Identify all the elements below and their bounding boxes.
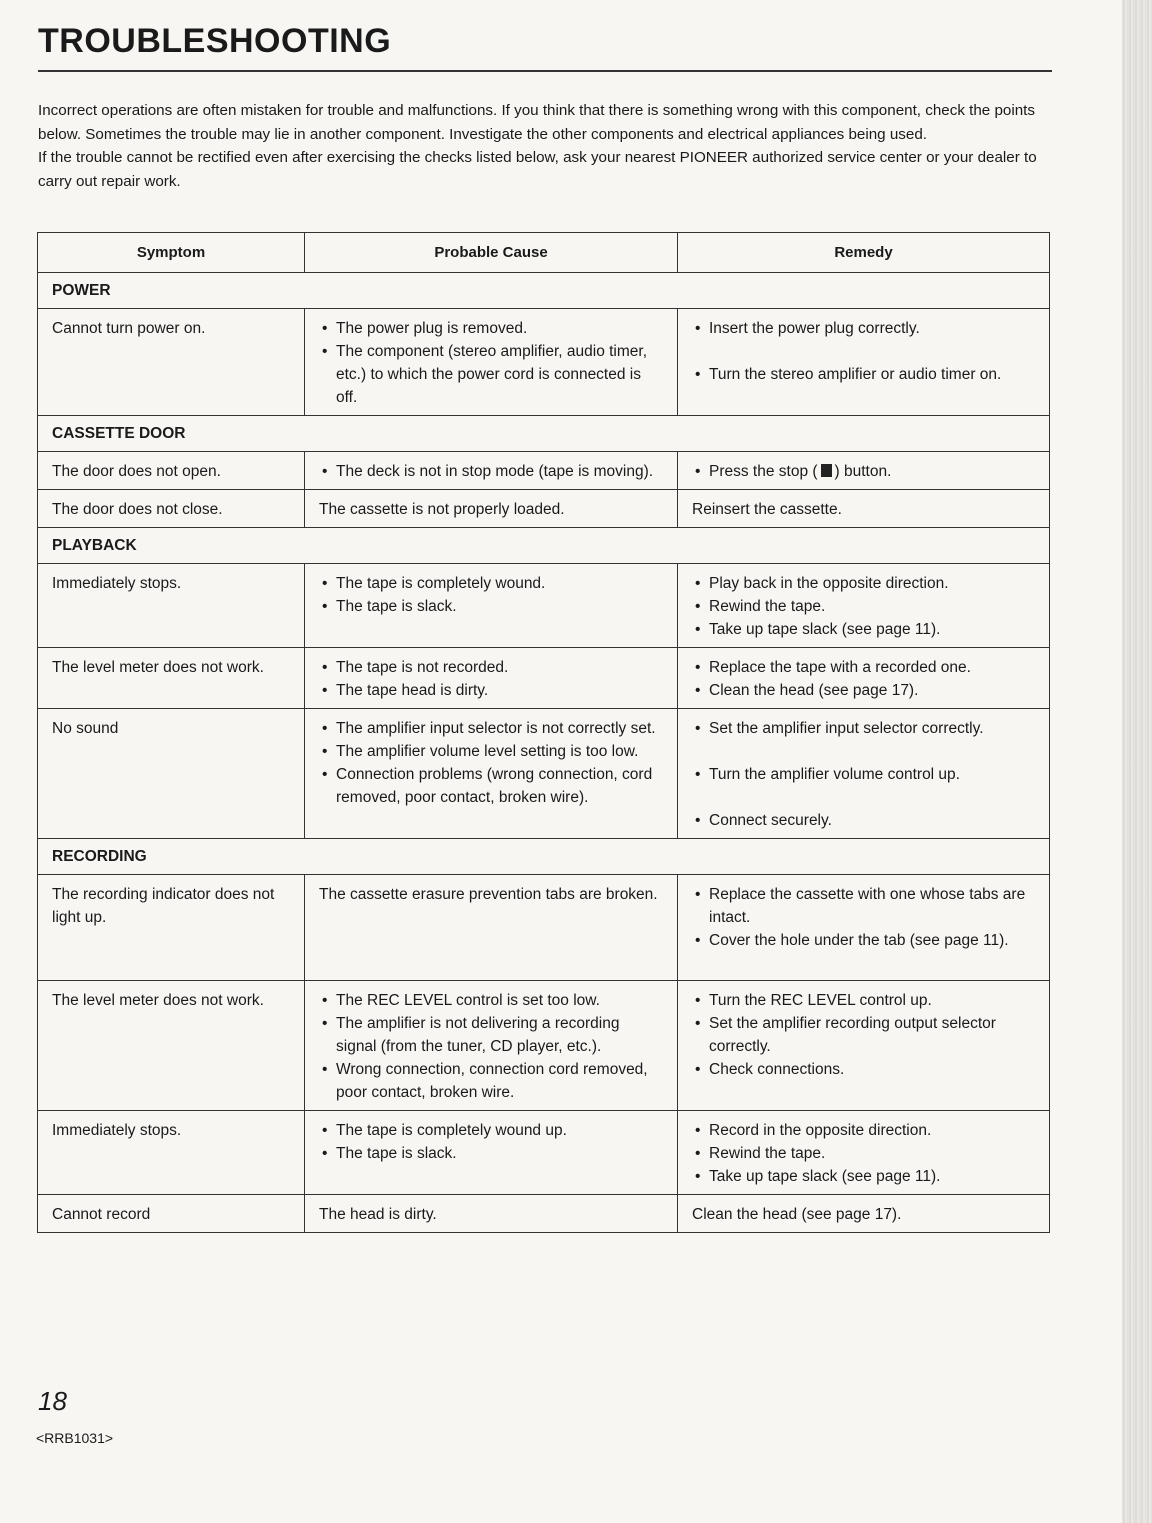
symptom-cell: The level meter does not work.: [38, 648, 305, 709]
remedy-item: • Take up tape slack (see page 11).: [692, 1165, 1035, 1188]
remedy-cell: [678, 981, 1050, 1111]
remedy-item: • Replace the cassette with one whose tabs are intact.: [692, 883, 1035, 929]
cause-item: • The power plug is removed.: [319, 317, 663, 340]
section-row-power: [38, 273, 1050, 309]
cause-cell: The cassette erasure prevention tabs are broken.: [305, 875, 678, 981]
table-row: [38, 709, 1050, 839]
remedy-item: • Replace the tape with a recorded one.: [692, 656, 1035, 679]
cause-item: • The amplifier volume level setting is too low.: [319, 740, 663, 763]
remedy-item: • Rewind the tape.: [692, 1142, 1035, 1165]
cause-cell: [305, 309, 678, 416]
cause-cell: [305, 1111, 678, 1195]
remedy-item: • Insert the power plug correctly.: [692, 317, 1035, 340]
cause-item: • The amplifier is not delivering a recording signal (from the tuner, CD player, etc.).: [319, 1012, 663, 1058]
section-row-playback: [38, 528, 1050, 564]
symptom-cell: Immediately stops.: [38, 564, 305, 648]
section-row-recording: [38, 839, 1050, 875]
remedy-item: • Turn the stereo amplifier or audio timer on.: [692, 363, 1035, 386]
page-edge-scan: [1122, 0, 1152, 1523]
remedy-item: • Check connections.: [692, 1058, 1035, 1081]
cause-item: • The tape head is dirty.: [319, 679, 663, 702]
remedy-cell: [678, 648, 1050, 709]
table-row: [38, 981, 1050, 1111]
remedy-cell: [678, 709, 1050, 839]
remedy-item: • Set the amplifier recording output selector correctly.: [692, 1012, 1035, 1058]
table-row: [38, 648, 1050, 709]
symptom-cell: The door does not close.: [38, 490, 305, 528]
cause-cell: [305, 564, 678, 648]
stop-icon: [821, 464, 832, 477]
page-number: 18: [38, 1386, 67, 1416]
cause-cell: [305, 709, 678, 839]
cause-item: • The deck is not in stop mode (tape is moving).: [319, 460, 663, 483]
remedy-text-prefix: Press the stop (: [709, 463, 818, 480]
section-title: CASSETTE DOOR: [38, 416, 1050, 452]
cause-item: • The tape is slack.: [319, 1142, 663, 1165]
cause-item: • The tape is not recorded.: [319, 656, 663, 679]
remedy-text-suffix: ) button.: [834, 463, 892, 480]
remedy-item: • Cover the hole under the tab (see page 11).: [692, 929, 1035, 952]
symptom-cell: Cannot record: [38, 1195, 305, 1233]
remedy-cell: Clean the head (see page 17).: [678, 1195, 1050, 1233]
cause-cell: The head is dirty.: [305, 1195, 678, 1233]
cause-cell: [305, 452, 678, 490]
symptom-cell: Immediately stops.: [38, 1111, 305, 1195]
remedy-cell: [678, 564, 1050, 648]
remedy-item: • Take up tape slack (see page 11).: [692, 618, 1035, 641]
remedy-cell: [678, 1111, 1050, 1195]
cause-item: • The tape is slack.: [319, 595, 663, 618]
remedy-cell: [678, 452, 1050, 490]
cause-item: • The component (stereo amplifier, audio timer, etc.) to which the power cord is connected is off.: [319, 340, 663, 409]
section-title: RECORDING: [38, 839, 1050, 875]
section-title: PLAYBACK: [38, 528, 1050, 564]
remedy-item: • Rewind the tape.: [692, 595, 1035, 618]
table-row: [38, 875, 1050, 981]
table-header-row: [38, 233, 1050, 273]
remedy-item: • Connect securely.: [692, 809, 1035, 832]
troubleshooting-table: [37, 232, 1050, 1233]
cause-cell: [305, 981, 678, 1111]
intro-paragraph-1: Incorrect operations are often mistaken for trouble and malfunctions. If you think that there is something wrong with this component, check the points below. Sometimes the trouble may lie in another component. Investigate the other components and electrical appliances being used.: [38, 102, 1035, 143]
remedy-item: • Clean the head (see page 17).: [692, 679, 1035, 702]
remedy-cell: [678, 875, 1050, 981]
symptom-cell: The level meter does not work.: [38, 981, 305, 1111]
cause-item: • The tape is completely wound up.: [319, 1119, 663, 1142]
symptom-cell: The door does not open.: [38, 452, 305, 490]
cause-item: • Wrong connection, connection cord removed, poor contact, broken wire.: [319, 1058, 663, 1104]
header-symptom: Symptom: [38, 233, 305, 273]
header-remedy: Remedy: [678, 233, 1050, 273]
remedy-cell: Reinsert the cassette.: [678, 490, 1050, 528]
remedy-item: • Set the amplifier input selector correctly.: [692, 717, 1035, 740]
remedy-item: • Record in the opposite direction.: [692, 1119, 1035, 1142]
table-row: [38, 490, 1050, 528]
table-row: [38, 309, 1050, 416]
symptom-cell: Cannot turn power on.: [38, 309, 305, 416]
intro-paragraph-2: If the trouble cannot be rectified even after exercising the checks listed below, ask your nearest PIONEER authorized service center or your dealer to carry out repair work.: [38, 149, 1037, 190]
document-code: <RRB1031>: [36, 1430, 114, 1446]
intro-text: [38, 99, 1054, 193]
section-title: POWER: [38, 273, 1050, 309]
table-row: [38, 1195, 1050, 1233]
section-row-cassette-door: [38, 416, 1050, 452]
page-title: TROUBLESHOOTING: [38, 22, 392, 60]
cause-item: • The tape is completely wound.: [319, 572, 663, 595]
cause-cell: [305, 648, 678, 709]
remedy-item: • Turn the amplifier volume control up.: [692, 763, 1035, 786]
cause-item: • The REC LEVEL control is set too low.: [319, 989, 663, 1012]
remedy-item: • Play back in the opposite direction.: [692, 572, 1035, 595]
table-row: [38, 1111, 1050, 1195]
cause-cell: The cassette is not properly loaded.: [305, 490, 678, 528]
title-underline: [38, 70, 1052, 72]
remedy-item: • Turn the REC LEVEL control up.: [692, 989, 1035, 1012]
table-row: [38, 564, 1050, 648]
remedy-cell: [678, 309, 1050, 416]
symptom-cell: The recording indicator does not light up.: [38, 875, 305, 981]
cause-item: • The amplifier input selector is not correctly set.: [319, 717, 663, 740]
header-probable-cause: Probable Cause: [305, 233, 678, 273]
table-row: [38, 452, 1050, 490]
symptom-cell: No sound: [38, 709, 305, 839]
remedy-item: [692, 460, 1035, 483]
cause-item: • Connection problems (wrong connection, cord removed, poor contact, broken wire).: [319, 763, 663, 809]
